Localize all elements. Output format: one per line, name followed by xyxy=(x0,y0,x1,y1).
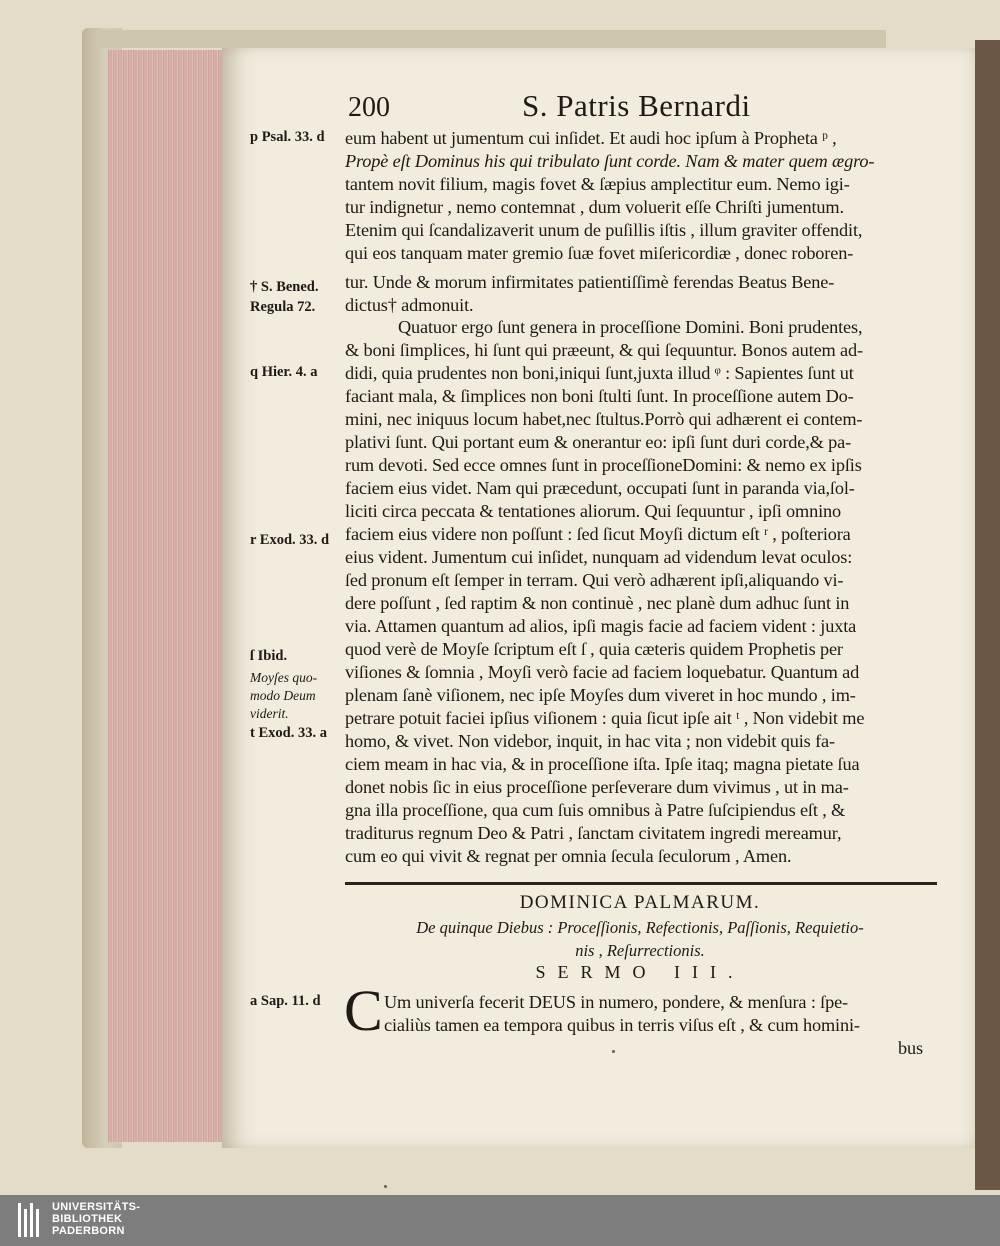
text-line: faciem eius videt. Nam qui præcedunt, occupati ſunt in paranda via,ſol- xyxy=(345,478,855,498)
text-line: dictus† admonuit. xyxy=(345,295,474,315)
section-title: DOMINICA PALMARUM. xyxy=(519,892,761,913)
text-line: & boni ſimplices, hi ſunt qui præeunt, & qui ſequuntur. Bonos autem ad- xyxy=(345,340,863,360)
text-line: homo, & vivet. Non videbor, inquit, in hac vita ; non videbit quis fa- xyxy=(345,731,835,751)
margin-note: q Hier. 4. a xyxy=(250,364,318,380)
margin-note: Moyſes quo- xyxy=(250,670,318,685)
text-line: plativi ſunt. Qui portant eum & onerantur eo: ipſi ſunt duri corde,& pa- xyxy=(345,432,852,452)
text-line: petrare potuit faciei ipſius viſionem : quia ſicut ipſe ait ᵗ , Non videbit me xyxy=(345,708,865,728)
text-line: ſed pronum eſt ſemper in terram. Qui verò adhærent ipſi,aliquando vi- xyxy=(345,570,844,590)
book-cover-top xyxy=(96,30,886,48)
text-line: eum habent ut jumentum cui inſidet. Et audi hoc ipſum à Propheta ᵖ , xyxy=(345,128,837,148)
margin-note: viderit. xyxy=(250,706,289,721)
library-name-line: PADERBORN xyxy=(52,1225,125,1237)
text-line: cum eo qui vivit & regnat per omnia ſecula ſeculorum , Amen. xyxy=(345,846,792,866)
text-line: qui eos tanquam mater gremio ſuæ fovet miſericordiæ , donec roboren- xyxy=(345,243,854,263)
text-line: gna illa proceſſione, qua cum ſuis omnibus à Patre ſuſcipiendus eſt , & xyxy=(345,800,846,820)
section-rule xyxy=(345,882,937,885)
margin-note: a Sap. 11. d xyxy=(250,993,321,1009)
text-line: tur indignetur , nemo contemnat , dum voluerit eſſe Chriſti jumentum. xyxy=(345,197,844,217)
paper-speck xyxy=(384,1185,387,1188)
paper-speck xyxy=(612,1050,615,1053)
margin-note: p Psal. 33. d xyxy=(250,129,325,145)
section-subtitle: De quinque Diebus : Proceſſionis, Refectionis, Paſſionis, Requietio- xyxy=(416,918,864,937)
text-line: rum devoti. Sed ecce omnes ſunt in proceſſioneDomini: & nemo ex ipſis xyxy=(345,455,862,475)
section-subtitle: nis , Reſurrectionis. xyxy=(575,941,705,960)
text-line: faciant mala, & ſimplices non boni ſtulti ſunt. In proceſſione autem Do- xyxy=(345,386,854,406)
text-line: via. Attamen quantum ad alios, ipſi magis facie ad faciem vident : juxta xyxy=(345,616,857,636)
text-line: mini, nec iniquus locum habet,nec ſtultus.Porrò qui adhærent ei contem- xyxy=(345,409,863,429)
text-line: Propè eſt Dominus his qui tribulato ſunt corde. Nam & mater quem ægro- xyxy=(345,151,875,171)
library-name-line: BIBLIOTHEK xyxy=(52,1213,123,1225)
text-line: quod verè de Moyſe ſcriptum eſt ſ , quia cæteris quidem Prophetis per xyxy=(345,639,843,659)
text-line: cialiùs tamen ea tempora quibus in terris viſus eſt , & cum homini- xyxy=(384,1015,860,1035)
text-line: Um univerſa fecerit DEUS in numero, pondere, & menſura : ſpe- xyxy=(384,992,848,1012)
text-line: donet nobis ſic in eius proceſſione perſeverare dum vivimus , ut in ma- xyxy=(345,777,849,797)
page-number: 200 xyxy=(348,92,390,123)
text-line: Etenim qui ſcandalizaverit unum de puſillis iſtis , illum graviter offendit, xyxy=(345,220,863,240)
catchword: bus xyxy=(898,1038,923,1058)
text-line: tantem novit filium, magis fovet & ſæpius amplectitur eum. Nemo igi- xyxy=(345,174,850,194)
text-line: dere poſſunt , ſed raptim & non continuè , nec planè dum adhuc ſunt in xyxy=(345,593,850,613)
text-line: didi, quia prudentes non boni,iniqui ſunt,juxta illud ᵠ : Sapientes ſunt ut xyxy=(345,363,854,383)
margin-note: t Exod. 33. a xyxy=(250,725,327,741)
margin-note: modo Deum xyxy=(250,688,316,703)
margin-note: † S. Bened. xyxy=(250,279,319,295)
library-name-line: UNIVERSITÄTS- xyxy=(52,1201,141,1213)
text-line: plenam ſanè viſionem, nec ipſe Moyſes dum viveret in hoc mundo , im- xyxy=(345,685,856,705)
margin-note: ſ Ibid. xyxy=(250,648,288,664)
library-logo-icon xyxy=(18,1203,44,1237)
text-line: eius vident. Jumentum cui inſidet, nunquam ad videndum levat oculos: xyxy=(345,547,853,567)
background-edge xyxy=(975,40,1000,1190)
sermon-number: SERMO III. xyxy=(535,962,745,982)
text-line: viſiones & ſomnia , Moyſi verò facie ad faciem loquebatur. Quantum ad xyxy=(345,662,860,682)
library-name xyxy=(52,1201,140,1237)
text-line: liciti circa peccata & tentationes aliorum. Qui ſequuntur , ipſi omnino xyxy=(345,501,842,521)
text-line: traditurus regnum Deo & Patri , ſanctam civitatem ingredi mereamur, xyxy=(345,823,842,843)
drop-cap: C xyxy=(344,978,383,1043)
margin-note: Regula 72. xyxy=(250,299,316,315)
margin-note: r Exod. 33. d xyxy=(250,532,330,548)
running-title: S. Patris Bernardi xyxy=(522,88,751,123)
text-line: faciem eius videre non poſſunt : ſed ſicut Moyſi dictum eſt ʳ , poſteriora xyxy=(345,524,851,544)
text-line: Quatuor ergo ſunt genera in proceſſione Domini. Boni prudentes, xyxy=(398,317,863,337)
page-edges xyxy=(108,50,230,1142)
library-footer xyxy=(0,1195,1000,1246)
text-line: tur. Unde & morum infirmitates patientiſſimè ferendas Beatus Bene- xyxy=(345,272,835,292)
text-line: ciem meam in hac via, & in proceſſione iſta. Ipſe itaq; magna pietate ſua xyxy=(345,754,860,774)
